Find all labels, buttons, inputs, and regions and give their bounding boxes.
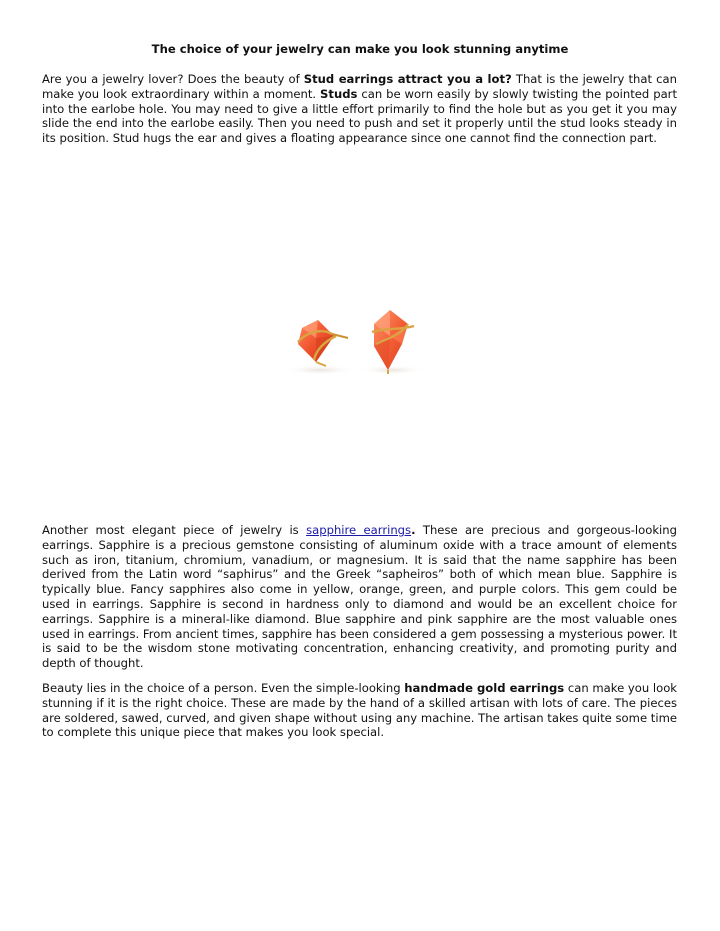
para1-text-1: Are you a jewelry lover? Does the beauty of (42, 72, 304, 86)
left-earring (298, 320, 348, 366)
paragraph-handmade-gold-earrings (42, 681, 677, 740)
paragraph-sapphire-earrings (42, 523, 677, 671)
para3-bold-1: handmade gold earrings (404, 681, 565, 695)
para2-bold-dot: . (411, 523, 416, 537)
para1-text-3: can be worn easily by slowly twisting the pointed part into the earlobe hole. You may need to give a little effort primarily to find the hole but as you get it you may slide the end into the earlobe easily. Then you need to push and set it properly until the stud looks steady in its position. Stud hugs the ear and gives a floating appearance since one cannot find the connection part. (42, 86, 677, 146)
coral-stud-earrings-image (276, 302, 446, 380)
paragraph-stud-earrings (42, 72, 677, 146)
para2-text-2: These are precious and gorgeous-looking earrings. Sapphire is a precious gemstone consisting of aluminum oxide with a trace amount of elements such as iron, titanium, chromium, vanadium, or magnesium. It is said that the name sapphire has been derived from the Latin word “saphirus” and the Greek “sapheiros” both of which mean blue. Sapphire is typically blue. Fancy sapphires also come in yellow, orange, green, and purple colors. This gem could be used in earrings. Sapphire is second in hardness only to diamond and would be an excellent choice for earrings. Sapphire is a mineral-like diamond. Blue sapphire and pink sapphire are the most valuable ones used in earrings. From ancient times, sapphire has been considered a gem possessing a mysterious power. It is said to be the wisdom stone motivating concentration, enhancing creativity, and promoting purity and depth of thought. (42, 523, 677, 671)
para2-text-1: Another most elegant piece of jewelry is (42, 523, 307, 537)
para1-bold-1: Stud earrings attract you a lot? (303, 72, 512, 86)
sapphire-earrings-link[interactable]: sapphire earrings (306, 523, 412, 537)
right-earring (372, 310, 414, 374)
para3-text-2: can make you look stunning if it is the right choice. These are made by the hand of a skilled artisan with lots of care. The pieces are soldered, sawed, curved, and given shape without using any machine. The artisan takes quite some time to complete this unique piece that makes you look special. (42, 681, 678, 740)
para1-text-2: That is the jewelry that can make you look extraordinary within a moment. (42, 72, 677, 101)
para1-bold-2: Studs (320, 86, 358, 101)
page-title: The choice of your jewelry can make you look stunning anytime (151, 42, 569, 56)
para3-text-1: Beauty lies in the choice of a person. Even the simple-looking (42, 681, 405, 695)
